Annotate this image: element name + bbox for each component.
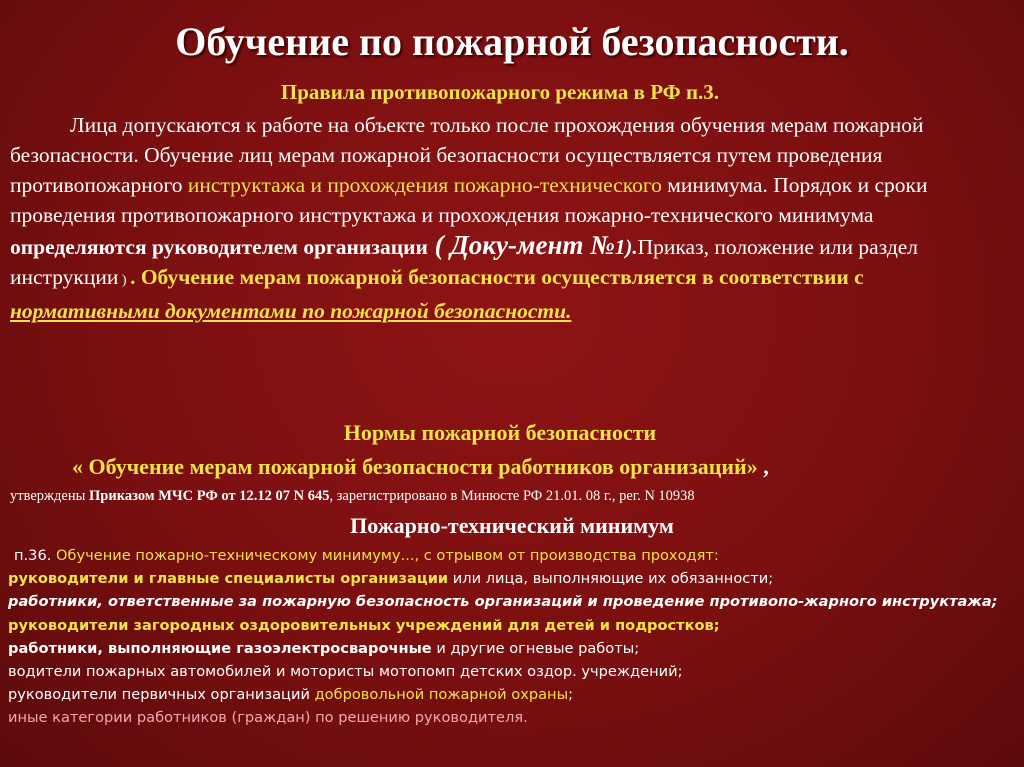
para-document-desc: Приказ, положение или раздел инструкции [10,235,919,289]
slide-title: Обучение по пожарной безопасности. [175,19,849,64]
approval-order: Приказом МЧС РФ от 12.12 07 N 645 [89,488,330,504]
list-item-1-rest: или лица, выполняющие их обязанности; [448,570,774,588]
slide-subtitle: Правила противопожарного режима в РФ п.3. [280,80,720,104]
rules-paragraph [10,110,1010,326]
approval-registration: , зарегистрировано в Минюсте РФ 21.01. 08 г., рег. N 10938 [329,488,695,504]
para-training-text: . Обучение мерам пожарной безопасности осуществляется в соответствии с [130,265,864,289]
norms-quote [72,454,1012,480]
minimum-heading: Пожарно-технический минимум [350,513,674,538]
para-bold-manager: определяются руководителем организации [10,235,428,259]
list-intro-text: Обучение пожарно-техническому минимуму..., с отрывом от производства проходят: [56,547,719,564]
list-item-1-bold: руководители и главные специалисты организации [8,570,449,588]
list-item: иные категории работников (граждан) по решению руководителя. [8,709,528,727]
para-highlight-briefing: инструктажа и прохождения пожарно-технического [187,173,662,197]
norms-quote-text: « Обучение мерам пожарной безопасности работников организаций» [72,454,758,479]
para-document-close: ). [625,235,638,259]
para-paren: ) [118,273,131,288]
list-item: работники, ответственные за пожарную безопасность организаций и проведение противопо-жарного инструктажа; [8,593,998,611]
norms-heading: Нормы пожарной безопасности [343,420,657,445]
para-document-label: ( Доку-мент № [427,230,615,260]
list-intro-number: п.36. [14,547,57,564]
list-item-4-bold: работники, выполняющие газоэлектросварочные [8,639,432,657]
list-item: руководители загородных оздоровительных учреждений для детей и подростков; [8,616,720,634]
list-item [8,567,1018,590]
para-text-1: Лица допускаются к работе на объекте только после прохождения обучения мерам пожарной безопасности. Обучение лиц мерам пожарной безопасности осуществляется путем проведения противопожарного [10,113,924,197]
list-item-6-b: добровольной пожарной охраны [314,686,569,704]
approval-prefix: утверждены [10,488,89,504]
para-text-2: минимума. Порядок и сроки проведения противопожарного инструктажа и прохождения пожарно-технического минимума [10,173,928,227]
norms-quote-comma: , [757,454,769,479]
list-item-6-c: ; [568,686,574,704]
training-list [8,544,1018,730]
para-document-number: 1 [614,235,626,259]
list-item [8,683,1018,706]
list-intro [8,544,1018,567]
list-item: водители пожарных автомобилей и мотористы мотопомп детских оздор. учреждений; [8,663,683,681]
list-item-6-a: руководители первичных организаций [8,686,315,704]
list-item-4-rest: и другие огневые работы; [431,639,640,657]
para-normative-docs: нормативными документами по пожарной безопасности. [10,299,572,323]
approval-line [10,488,1020,505]
list-item [8,637,1018,660]
